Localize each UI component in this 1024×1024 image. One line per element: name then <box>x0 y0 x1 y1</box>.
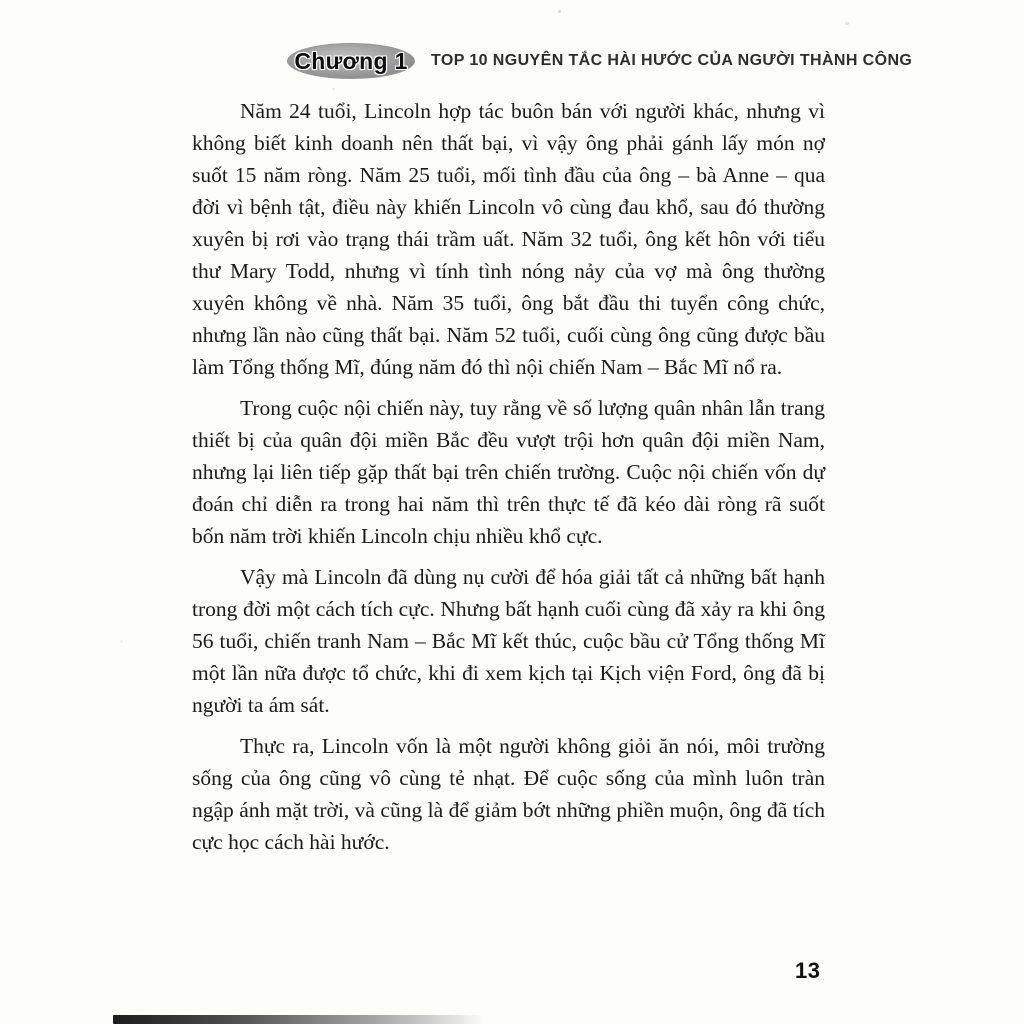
scan-speck <box>332 88 335 90</box>
page-number: 13 <box>795 958 821 983</box>
body-paragraph: Trong cuộc nội chiến này, tuy rằng về số lượng quân nhân lẫn trang thiết bị của quân đội miền Bắc đều vượt trội hơn quân đội miền Nam, nhưng lại liên tiếp gặp thất bại trên chiến trường. Cuộc nội chiến vốn dự đoán chỉ diễn ra trong hai năm thì trên thực tế đã kéo dài ròng rã suốt bốn năm trời khiến Lincoln chịu nhiều khổ cực. <box>192 396 825 548</box>
body-paragraph: Vậy mà Lincoln đã dùng nụ cười để hóa giải tất cả những bất hạnh trong đời một cách tích cực. Nhưng bất hạnh cuối cùng đã xảy ra khi ông 56 tuổi, chiến tranh Nam – Bắc Mĩ kết thúc, cuộc bầu cử Tổng thống Mĩ một lần nữa được tổ chức, khi đi xem kịch tại Kịch viện Ford, ông đã bị người ta ám sát. <box>192 565 825 717</box>
chapter-header <box>287 41 912 81</box>
chapter-badge: Chương 1 <box>287 43 415 79</box>
page-body <box>192 95 825 867</box>
scan-speck <box>120 640 123 643</box>
chapter-title: TOP 10 NGUYÊN TẮC HÀI HƯỚC CỦA NGƯỜI THÀNH CÔNG <box>431 52 913 69</box>
scan-edge-bar <box>113 1015 485 1024</box>
body-paragraph: Thực ra, Lincoln vốn là một người không giỏi ăn nói, môi trường sống của ông cũng vô cùng tẻ nhạt. Để cuộc sống của mình luôn tràn ngập ánh mặt trời, và cũng là để giảm bớt những phiền muộn, ông đã tích cực học cách hài hước. <box>192 734 825 854</box>
scan-speck <box>845 22 849 25</box>
scan-speck <box>558 10 561 13</box>
body-paragraph: Năm 24 tuổi, Lincoln hợp tác buôn bán với người khác, nhưng vì không biết kinh doanh nên thất bại, vì vậy ông phải gánh lấy món nợ suốt 15 năm ròng. Năm 25 tuổi, mối tình đầu của ông – bà Anne – qua đời vì bệnh tật, điều này khiến Lincoln vô cùng đau khổ, sau đó thường xuyên bị rơi vào trạng thái trầm uất. Năm 32 tuổi, ông kết hôn với tiểu thư Mary Todd, nhưng vì tính tình nóng nảy của vợ mà ông thường xuyên không về nhà. Năm 35 tuổi, ông bắt đầu thi tuyển công chức, nhưng lần nào cũng thất bại. Năm 52 tuổi, cuối cùng ông cũng được bầu làm Tổng thống Mĩ, đúng năm đó thì nội chiến Nam – Bắc Mĩ nổ ra. <box>192 99 825 379</box>
